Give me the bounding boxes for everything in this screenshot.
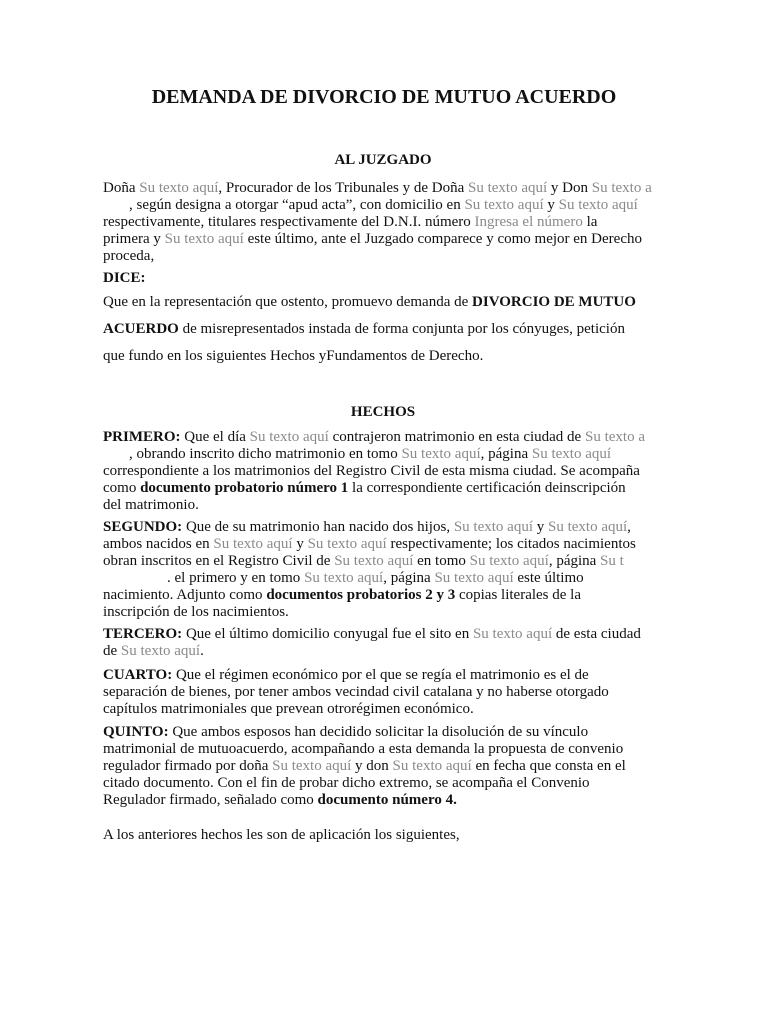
placeholder-field[interactable]: Su texto aquí	[464, 197, 544, 213]
intro-line-3: respectivamente, titulares respectivamente del D.N.I. número Ingresa el número la	[103, 214, 598, 230]
hecho-tercero: TERCERO: Que el último domicilio conyugal fue el sito en Su texto aquí de esta ciudad de Su texto aquí.	[103, 626, 641, 659]
placeholder-number-field[interactable]: Ingresa el número	[474, 214, 583, 230]
closing-paragraph: A los anteriores hechos les son de aplicación los siguientes,	[103, 827, 460, 843]
placeholder-field[interactable]: Su t	[600, 553, 624, 569]
dice-label: DICE:	[103, 270, 146, 286]
hecho-primero: PRIMERO: Que el día Su texto aquí contrajeron matrimonio en esta ciudad de Su texto a , obrando inscrito dicho matrimonio en tomo Su texto aquí, página Su texto aquí correspondiente a los matrimonios del Registro Civil de esta misma ciudad. Se acompaña como documento probatorio número 1 la correspondiente certificación deinscripción del matrimonio.	[103, 429, 645, 513]
placeholder-field[interactable]: Su texto aquí	[334, 553, 414, 569]
intro-line-5: proceda,	[103, 248, 155, 264]
placeholder-field[interactable]: Su texto aquí	[272, 758, 352, 774]
placeholder-field[interactable]: Su texto aquí	[164, 231, 244, 247]
placeholder-field[interactable]: Su texto aquí	[558, 197, 638, 213]
dice-line-1: Que en la representación que ostento, promuevo demanda de DIVORCIO DE MUTUO	[103, 294, 636, 310]
placeholder-field[interactable]: Su texto aquí	[120, 643, 201, 659]
dice-section	[103, 270, 661, 287]
placeholder-field[interactable]: Su texto aquí	[453, 519, 533, 535]
placeholder-field[interactable]: Su texto aquí	[434, 570, 514, 586]
placeholder-field[interactable]: Su texto aquí	[401, 446, 481, 462]
hecho-cuarto: CUARTO: Que el régimen económico por el que se regía el matrimonio es el de separación de bienes, por tener ambos vecindad civil catalana y no haberse otorgado capítulos matrimoniales que prevean otrorégimen económico.	[103, 667, 609, 717]
document-title: DEMANDA DE DIVORCIO DE MUTUO ACUERDO	[151, 86, 617, 108]
placeholder-field[interactable]: Su texto a	[584, 429, 645, 445]
dice-line-2: ACUERDO de misrepresentados instada de forma conjunta por los cónyuges, petición	[103, 321, 625, 337]
placeholder-field[interactable]: Su texto aquí	[249, 429, 329, 445]
placeholder-field[interactable]: Su texto aquí	[531, 446, 612, 462]
placeholder-field[interactable]: Su texto aquí	[139, 180, 219, 196]
hechos-heading: HECHOS	[350, 404, 416, 420]
placeholder-field[interactable]: Su texto aquí	[213, 536, 293, 552]
intro-line-4: primera y Su texto aquí este último, ante el Juzgado comparece y como mejor en Derecho	[103, 231, 642, 247]
placeholder-field[interactable]: Su texto aquí	[548, 519, 628, 535]
dice-paragraph	[103, 290, 661, 371]
hecho-segundo: SEGUNDO: Que de su matrimonio han nacido dos hijos, Su texto aquí y Su texto aquí, ambos nacidos en Su texto aquí y Su texto aquí respectivamente; los citados nacimientos obran inscritos en el Registro Civil de Su texto aquí en tomo Su texto aquí, página Su t . el primero y en tomo Su texto aquí, página Su texto aquí este último nacimiento. Adjunto como documentos probatorios 2 y 3 copias literales de la inscripción de los nacimientos.	[103, 519, 636, 620]
placeholder-field[interactable]: Su texto a	[591, 180, 652, 196]
intro-paragraph	[103, 180, 661, 265]
placeholder-field[interactable]: Su texto aquí	[392, 758, 472, 774]
intro-line-2: , según designa a otorgar “apud acta”, con domicilio en Su texto aquí y Su texto aquí	[129, 197, 638, 213]
intro-line-1: Doña Su texto aquí, Procurador de los Tribunales y de Doña Su texto aquí y Don Su texto a	[103, 180, 652, 196]
placeholder-field[interactable]: Su texto aquí	[304, 570, 384, 586]
placeholder-field[interactable]: Su texto aquí	[472, 626, 553, 642]
placeholder-field[interactable]: Su texto aquí	[469, 553, 549, 569]
dice-line-3: que fundo en los siguientes Hechos yFundamentos de Derecho.	[103, 348, 484, 364]
hecho-quinto: QUINTO: Que ambos esposos han decidido solicitar la disolución de su vínculo matrimonial de mutuoacuerdo, acompañando a esta demanda la propuesta de convenio regulador firmado por doña Su texto aquí y don Su texto aquí en fecha que consta en el citado documento. Con el fin de probar dicho extremo, se acompaña el Convenio Regulador firmado, señalado como documento número 4.	[103, 724, 626, 808]
placeholder-field[interactable]: Su texto aquí	[467, 180, 548, 196]
court-heading: AL JUZGADO	[334, 152, 432, 168]
placeholder-field[interactable]: Su texto aquí	[307, 536, 387, 552]
